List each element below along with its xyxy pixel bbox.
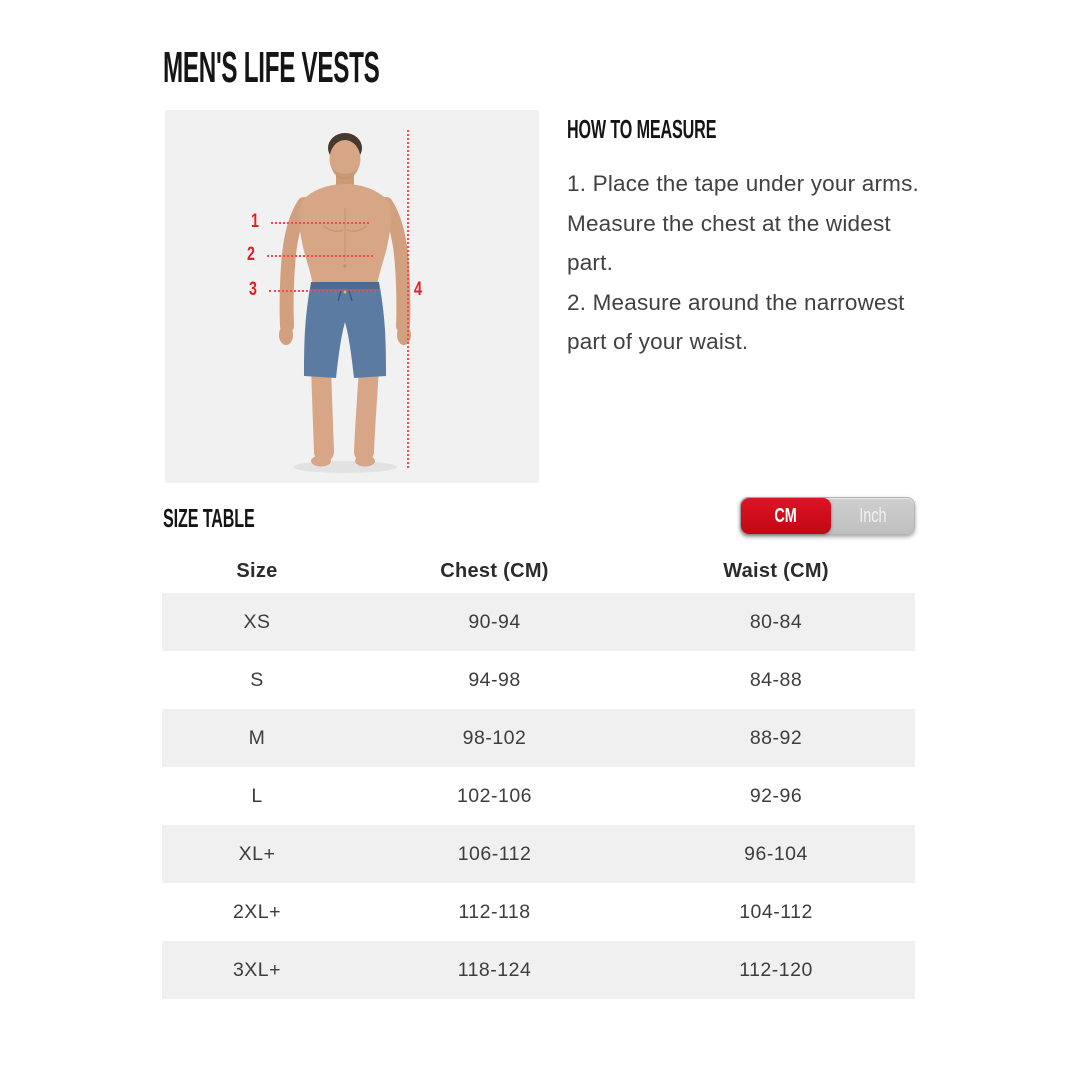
table-row — [162, 941, 915, 999]
table-row — [162, 709, 915, 767]
column-header-waist: Waist (CM) — [723, 560, 829, 582]
size-table-header-row — [162, 550, 915, 593]
waist-cell: 84-88 — [749, 668, 803, 691]
waist-cell: 104-112 — [739, 900, 813, 923]
table-row — [162, 883, 915, 941]
unit-toggle[interactable] — [740, 497, 915, 535]
chest-measure-line — [271, 222, 369, 224]
waist-measure-line — [267, 255, 373, 257]
size-cell: XS — [243, 610, 271, 633]
cm-toggle-button[interactable] — [741, 498, 831, 534]
chest-cell: 102-106 — [456, 784, 533, 807]
page-title: MEN'S LIFE VESTS — [163, 43, 380, 92]
column-header-size: Size — [236, 560, 278, 582]
size-cell: L — [251, 784, 263, 807]
waist-marker-label: 2 — [247, 244, 255, 265]
how-to-measure-steps — [567, 164, 919, 362]
inch-toggle-button[interactable] — [831, 498, 914, 534]
chest-cell: 106-112 — [457, 842, 532, 865]
chest-cell: 98-102 — [462, 726, 527, 749]
size-table-body — [162, 593, 915, 999]
size-table — [162, 550, 915, 999]
table-row — [162, 593, 915, 651]
size-cell: XL+ — [238, 842, 276, 865]
man-illustration — [165, 110, 539, 483]
waist-cell: 88-92 — [749, 726, 803, 749]
measure-step-1: 1. Place the tape under your arms. Measure the chest at the widest part. — [567, 171, 919, 275]
table-row — [162, 767, 915, 825]
hip-measure-line — [269, 290, 376, 292]
waist-cell: 80-84 — [749, 610, 803, 633]
hip-marker-label: 3 — [249, 279, 257, 300]
chest-cell: 112-118 — [458, 900, 531, 923]
height-marker-label: 4 — [414, 279, 422, 300]
measurement-figure-panel — [165, 110, 539, 483]
height-measure-line — [407, 130, 409, 468]
measure-step-2: 2. Measure around the narrowest part of your waist. — [567, 289, 905, 354]
table-row — [162, 651, 915, 709]
chest-cell: 90-94 — [468, 610, 521, 633]
chest-marker-label: 1 — [251, 211, 259, 232]
chest-cell: 94-98 — [468, 668, 521, 691]
size-cell: M — [248, 726, 266, 749]
size-cell: 2XL+ — [232, 900, 282, 923]
waist-cell: 92-96 — [749, 784, 803, 807]
size-cell: S — [250, 668, 264, 691]
size-cell: 3XL+ — [232, 958, 282, 981]
waist-cell: 96-104 — [744, 842, 808, 865]
size-table-heading: SIZE TABLE — [163, 503, 255, 533]
table-row — [162, 825, 915, 883]
how-to-measure-section — [567, 116, 919, 362]
column-header-chest: Chest (CM) — [440, 560, 549, 582]
cm-toggle-label: CM — [774, 505, 798, 527]
how-to-measure-heading: HOW TO MEASURE — [567, 114, 717, 144]
chest-cell: 118-124 — [457, 958, 532, 981]
waist-cell: 112-120 — [739, 958, 813, 981]
inch-toggle-label: Inch — [858, 505, 887, 527]
